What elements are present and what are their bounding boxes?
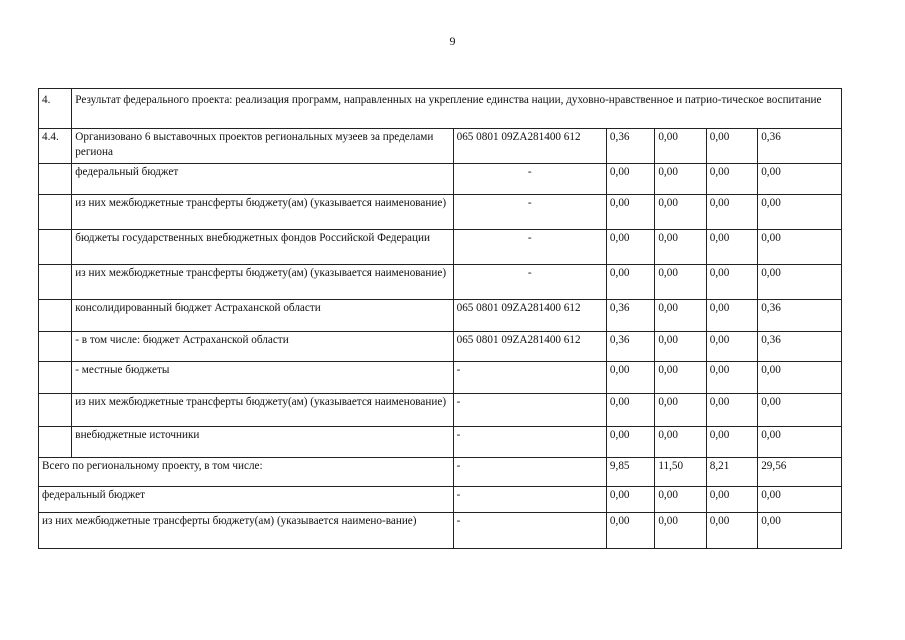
row-value-2: 0,00 — [655, 230, 706, 265]
row-code: - — [453, 164, 606, 195]
row-value-3: 8,21 — [706, 458, 757, 487]
row-value-total: 0,00 — [758, 230, 842, 265]
row-value-3: 0,00 — [706, 230, 757, 265]
row-value-total: 0,00 — [758, 487, 842, 513]
section-number: 4. — [39, 89, 72, 129]
row-value-2: 0,00 — [655, 513, 706, 549]
row-value-3: 0,00 — [706, 427, 757, 458]
row-number-cell — [39, 427, 72, 458]
row-value-2: 0,00 — [655, 164, 706, 195]
budget-row — [39, 362, 842, 394]
budget-row — [39, 394, 842, 427]
row-value-3: 0,00 — [706, 513, 757, 549]
row-label: из них межбюджетные трансферты бюджету(ам) (указывается наимено-вание) — [39, 513, 454, 549]
item-value-1: 0,36 — [606, 129, 654, 164]
row-value-1: 0,00 — [606, 513, 654, 549]
row-value-3: 0,00 — [706, 332, 757, 362]
row-value-1: 0,00 — [606, 265, 654, 300]
budget-row — [39, 427, 842, 458]
row-number-cell — [39, 362, 72, 394]
row-value-2: 0,00 — [655, 362, 706, 394]
budget-table-body — [39, 89, 842, 549]
row-number-cell — [39, 195, 72, 230]
budget-table — [38, 88, 842, 549]
row-value-1: 0,00 — [606, 195, 654, 230]
row-value-3: 0,00 — [706, 195, 757, 230]
row-value-total: 0,36 — [758, 332, 842, 362]
row-label: консолидированный бюджет Астраханской области — [72, 300, 453, 332]
row-code: - — [453, 394, 606, 427]
row-label: из них межбюджетные трансферты бюджету(ам) (указывается наименование) — [72, 265, 453, 300]
row-value-total: 0,00 — [758, 362, 842, 394]
row-value-total: 0,00 — [758, 513, 842, 549]
row-code: - — [453, 427, 606, 458]
row-label: - в том числе: бюджет Астраханской области — [72, 332, 453, 362]
row-label: бюджеты государственных внебюджетных фондов Российской Федерации — [72, 230, 453, 265]
budget-row — [39, 164, 842, 195]
row-value-1: 0,36 — [606, 300, 654, 332]
item-value-total: 0,36 — [758, 129, 842, 164]
row-code: - — [453, 265, 606, 300]
row-value-total: 0,36 — [758, 300, 842, 332]
row-number-cell — [39, 394, 72, 427]
row-value-2: 0,00 — [655, 195, 706, 230]
budget-row — [39, 300, 842, 332]
item-value-2: 0,00 — [655, 129, 706, 164]
row-code: - — [453, 487, 606, 513]
row-code: - — [453, 362, 606, 394]
row-code: 065 0801 09ZA281400 612 — [453, 300, 606, 332]
row-value-3: 0,00 — [706, 394, 757, 427]
row-number-cell — [39, 332, 72, 362]
section-row — [39, 89, 842, 129]
page-number: 9 — [449, 34, 456, 48]
row-value-total: 0,00 — [758, 195, 842, 230]
row-number-cell — [39, 164, 72, 195]
total-row — [39, 487, 842, 513]
item-value-3: 0,00 — [706, 129, 757, 164]
row-code: - — [453, 458, 606, 487]
row-value-2: 0,00 — [655, 332, 706, 362]
row-label: внебюджетные источники — [72, 427, 453, 458]
row-code: - — [453, 230, 606, 265]
total-row — [39, 458, 842, 487]
row-value-1: 0,00 — [606, 230, 654, 265]
row-value-total: 0,00 — [758, 427, 842, 458]
row-label: из них межбюджетные трансферты бюджету(ам) (указывается наименование) — [72, 195, 453, 230]
item-row — [39, 129, 842, 164]
budget-row — [39, 230, 842, 265]
row-value-total: 0,00 — [758, 164, 842, 195]
budget-row — [39, 332, 842, 362]
row-number-cell — [39, 230, 72, 265]
row-value-2: 11,50 — [655, 458, 706, 487]
row-value-1: 0,36 — [606, 332, 654, 362]
row-number-cell — [39, 265, 72, 300]
row-code: - — [453, 513, 606, 549]
row-value-1: 9,85 — [606, 458, 654, 487]
total-row — [39, 513, 842, 549]
item-name: Организовано 6 выставочных проектов региональных музеев за пределами региона — [72, 129, 453, 164]
row-code: - — [453, 195, 606, 230]
row-code: 065 0801 09ZA281400 612 — [453, 332, 606, 362]
section-title: Результат федерального проекта: реализация программ, направленных на укрепление единства нации, духовно-нравственное и патрио-тическое воспитание — [72, 89, 842, 129]
row-value-2: 0,00 — [655, 427, 706, 458]
row-number-cell — [39, 300, 72, 332]
budget-row — [39, 195, 842, 230]
item-code: 065 0801 09ZA281400 612 — [453, 129, 606, 164]
row-value-1: 0,00 — [606, 164, 654, 195]
row-label: из них межбюджетные трансферты бюджету(ам) (указывается наименование) — [72, 394, 453, 427]
row-label: федеральный бюджет — [72, 164, 453, 195]
row-value-1: 0,00 — [606, 362, 654, 394]
row-value-3: 0,00 — [706, 487, 757, 513]
row-value-1: 0,00 — [606, 394, 654, 427]
row-value-1: 0,00 — [606, 427, 654, 458]
row-value-total: 0,00 — [758, 394, 842, 427]
row-value-3: 0,00 — [706, 362, 757, 394]
row-value-1: 0,00 — [606, 487, 654, 513]
row-value-3: 0,00 — [706, 300, 757, 332]
budget-row — [39, 265, 842, 300]
row-value-3: 0,00 — [706, 164, 757, 195]
row-value-total: 29,56 — [758, 458, 842, 487]
row-value-2: 0,00 — [655, 394, 706, 427]
item-number: 4.4. — [39, 129, 72, 164]
row-label: федеральный бюджет — [39, 487, 454, 513]
row-label: - местные бюджеты — [72, 362, 453, 394]
row-value-2: 0,00 — [655, 487, 706, 513]
row-label: Всего по региональному проекту, в том числе: — [39, 458, 454, 487]
row-value-2: 0,00 — [655, 265, 706, 300]
row-value-2: 0,00 — [655, 300, 706, 332]
row-value-total: 0,00 — [758, 265, 842, 300]
row-value-3: 0,00 — [706, 265, 757, 300]
